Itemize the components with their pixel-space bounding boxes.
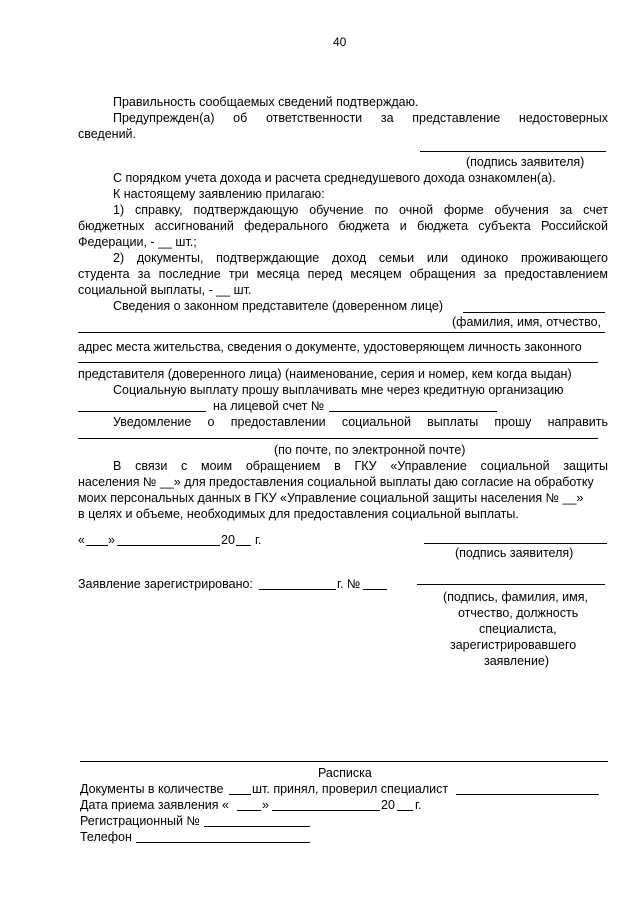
representative-hint-3: представителя (доверенного лица) (наименование, серия и номер, кем когда выдан): [78, 367, 572, 381]
specialist-caption-2: отчество, должность: [458, 606, 579, 620]
specialist-caption-1: (подпись, фамилия, имя,: [443, 590, 588, 604]
account-number-label: на лицевой счет №: [213, 399, 325, 413]
representative-document-line[interactable]: [78, 362, 598, 363]
attachment-1-line-2: бюджетных ассигнований федерального бюджета и бюджета субъекта Российской: [78, 219, 608, 233]
consent-line-3: моих персональных данных в ГКУ «Управление социальной защиты населения № __»: [78, 491, 584, 505]
consent-line-2: населения № __» для предоставления социальной выплаты даю согласие на обработку: [78, 475, 594, 489]
receipt-title: Расписка: [318, 766, 372, 780]
receipt-documents-suffix: шт. принял, проверил специалист: [252, 782, 449, 796]
warned-statement-end: сведений.: [78, 127, 137, 141]
notification-method-line[interactable]: [78, 438, 598, 439]
applicant-signature-caption-2: (подпись заявителя): [455, 546, 574, 560]
receipt-date-year: 20: [381, 798, 395, 812]
registration-number-line[interactable]: [363, 589, 387, 590]
representative-hint-2: адрес места жительства, сведения о документе, удостоверяющем личность законного: [78, 340, 582, 354]
representative-address-line[interactable]: [78, 332, 605, 333]
attachment-1-line-3: Федерации, - __ шт.;: [78, 235, 197, 249]
representative-hint-1: (фамилия, имя, отчество,: [452, 315, 602, 329]
representative-name-line[interactable]: [463, 312, 605, 313]
representative-label: Сведения о законном представителе (доверенном лице): [113, 299, 444, 313]
receipt-reg-number-label: Регистрационный №: [80, 814, 200, 828]
consent-line-1: В связи с моим обращением в ГКУ «Управление социальной защиты: [113, 459, 608, 473]
attachments-intro: К настоящему заявлению прилагаю:: [113, 187, 325, 201]
date-year-suffix: г.: [255, 533, 262, 547]
receipt-reg-number-line[interactable]: [204, 826, 310, 827]
attachment-1-line-1: 1) справку, подтверждающую обучение по очной форме обучения за счет: [113, 203, 608, 217]
account-number-line[interactable]: [329, 411, 497, 412]
receipt-date-month-line[interactable]: [272, 810, 380, 811]
attachment-2-line-1: 2) документы, подтверждающие доход семьи или одиноко проживающего: [113, 251, 608, 265]
consent-line-4: в целях и объеме, необходимых для предоставления социальной выплаты.: [78, 507, 519, 521]
registration-date-line[interactable]: [259, 589, 336, 590]
confirm-statement: Правильность сообщаемых сведений подтверждаю.: [113, 95, 419, 109]
warned-statement: Предупрежден(а) об ответственности за представление недостоверных: [113, 111, 608, 125]
receipt-date-year-line[interactable]: [397, 810, 413, 811]
receipt-phone-line[interactable]: [136, 842, 310, 843]
attachment-2-line-2: студента за последние три месяца перед месяцем обращения за предоставлением: [78, 267, 608, 281]
receipt-date-label: Дата приема заявления «: [80, 798, 229, 812]
date-quote-open: «: [78, 533, 85, 547]
credit-organization-line[interactable]: [78, 411, 206, 412]
applicant-signature-line-1[interactable]: [420, 151, 606, 152]
receipt-date-close: »: [262, 798, 269, 812]
applicant-signature-line-2[interactable]: [424, 543, 607, 544]
receipt-phone-label: Телефон: [80, 830, 132, 844]
applicant-signature-caption-1: (подпись заявителя): [466, 155, 585, 169]
receipt-date-day-line[interactable]: [237, 810, 261, 811]
date-year-prefix: 20: [221, 533, 235, 547]
specialist-caption-4: зарегистрировавшего: [450, 638, 577, 652]
receipt-documents-prefix: Документы в количестве: [80, 782, 224, 796]
receipt-separator-line: [80, 761, 608, 762]
specialist-caption-5: заявление): [484, 654, 550, 668]
receipt-documents-count-line[interactable]: [229, 794, 251, 795]
date-day-line[interactable]: [86, 545, 108, 546]
registration-label: Заявление зарегистрировано:: [78, 577, 253, 591]
page-number: 40: [333, 35, 347, 49]
specialist-signature-line[interactable]: [417, 584, 605, 585]
registration-number-label: г. №: [337, 577, 361, 591]
date-month-line[interactable]: [117, 545, 220, 546]
attachment-2-line-3: социальной выплаты, - __ шт.: [78, 283, 252, 297]
notification-method-hint: (по почте, по электронной почте): [274, 443, 466, 457]
payment-method-statement: Социальную выплату прошу выплачивать мне через кредитную организацию: [113, 383, 564, 397]
notification-statement: Уведомление о предоставлении социальной выплаты прошу направить: [113, 415, 608, 429]
receipt-date-year-suffix: г.: [415, 798, 422, 812]
income-procedure-acquainted: С порядком учета дохода и расчета среднедушевого дохода ознакомлен(а).: [113, 171, 556, 185]
receipt-specialist-line[interactable]: [456, 794, 599, 795]
date-quote-close: »: [108, 533, 115, 547]
specialist-caption-3: специалиста,: [479, 622, 557, 636]
date-year-line[interactable]: [236, 545, 251, 546]
